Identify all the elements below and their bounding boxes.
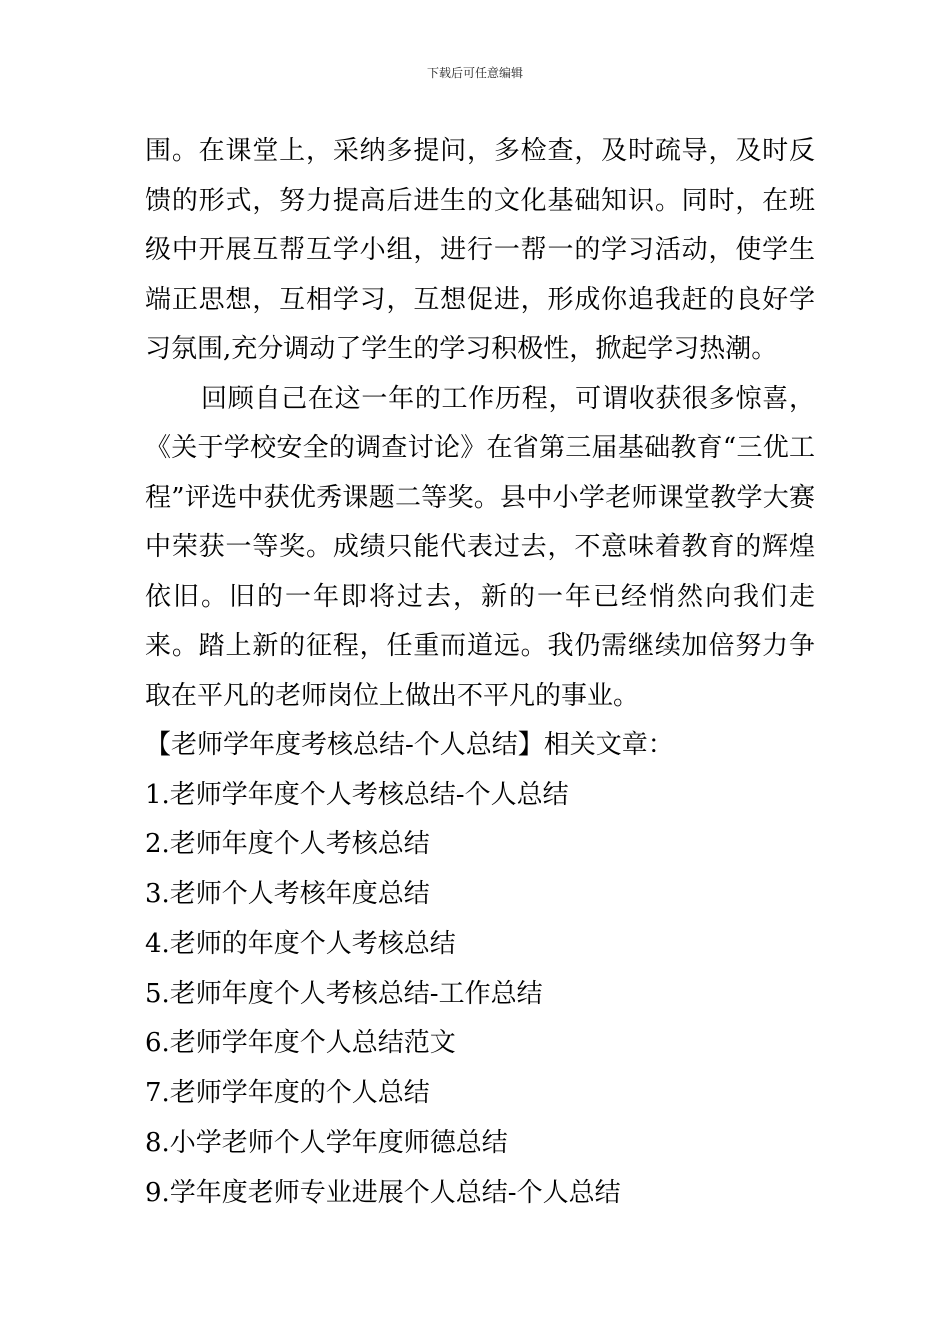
- related-article-item[interactable]: 1.老师学年度个人考核总结-个人总结: [145, 779, 569, 810]
- related-articles-heading: 【老师学年度考核总结-个人总结】相关文章：: [145, 730, 674, 760]
- related-article-item[interactable]: 8.小学老师个人学年度师德总结: [145, 1127, 508, 1158]
- paragraph-review: 回顾自己在这一年的工作历程，可谓收获很多惊喜，《关于学校安全的调查讨论》在省第三届基础教育“三优工程”评选中获优秀课题二等奖。县中小学老师课堂教学大赛中荣获一等奖。成绩只能代表过去，不意味着教育的辉煌依旧。旧的一年即将过去，新的一年已经悄然向我们走来。踏上新的征程，任重而道远。我仍需继续加倍努力争取在平凡的老师岗位上做出不平凡的事业。: [145, 383, 815, 711]
- related-article-item[interactable]: 3.老师个人考核年度总结: [145, 879, 430, 909]
- related-article-item[interactable]: 4.老师的年度个人考核总结: [145, 928, 456, 959]
- related-article-item[interactable]: 2.老师年度个人考核总结: [145, 829, 430, 860]
- paragraph-continuation: 围。在课堂上，采纳多提问，多检查，及时疏导，及时反馈的形式，努力提高后进生的文化基础知识。同时，在班级中开展互帮互学小组，进行一帮一的学习活动，使学生端正思想，互相学习，互想促进，形成你追我赶的良好学习氛围,充分调动了学生的学习积极性，掀起学习热潮。: [145, 136, 815, 364]
- related-article-item[interactable]: 9.学年度老师专业进展个人总结-个人总结: [145, 1177, 621, 1208]
- page-header: 下载后可任意编辑: [426, 66, 523, 80]
- related-article-item[interactable]: 7.老师学年度的个人总结: [145, 1078, 430, 1108]
- related-article-item[interactable]: 5.老师年度个人考核总结-工作总结: [145, 978, 543, 1009]
- related-articles-list: [145, 771, 815, 1219]
- related-article-item[interactable]: 6.老师学年度个人总结范文: [145, 1028, 456, 1059]
- document-body: [145, 127, 815, 1218]
